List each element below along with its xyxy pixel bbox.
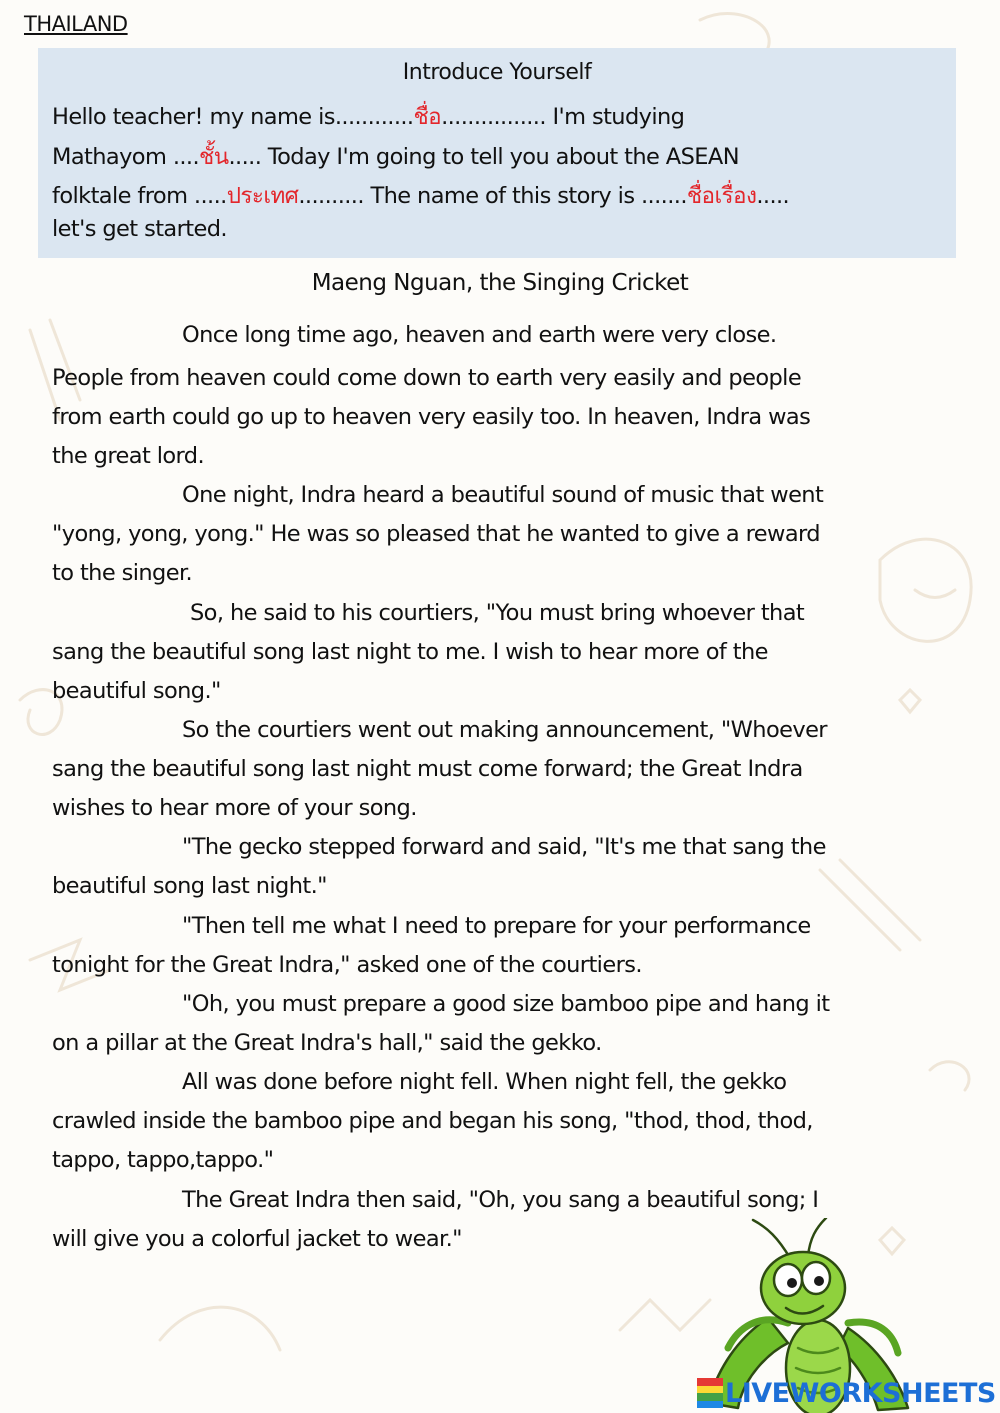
story-line: the great lord.	[52, 443, 205, 469]
story-name-placeholder: ชื่อเรื่อง	[686, 183, 757, 209]
story-line: crawled inside the bamboo pipe and began his song, "thod, thod, thod,	[52, 1108, 813, 1134]
intro-line-3	[52, 177, 789, 213]
story-line: sang the beautiful song last night to me. I wish to hear more of the	[52, 639, 768, 665]
country-placeholder: ประเทศ	[226, 183, 299, 209]
story-line: wishes to hear more of your song.	[52, 795, 417, 821]
story-line: beautiful song."	[52, 678, 221, 704]
story-line: from earth could go up to heaven very easily too. In heaven, Indra was	[52, 404, 811, 430]
intro-text: folktale from .....	[52, 183, 227, 209]
story-line: "Oh, you must prepare a good size bamboo pipe and hang it	[182, 991, 830, 1017]
intro-line-1	[52, 98, 684, 134]
liveworksheets-logo[interactable]	[697, 1376, 996, 1410]
country-label: THAILAND	[24, 12, 128, 36]
story-line: tappo, tappo,tappo."	[52, 1147, 274, 1173]
story-line: "The gecko stepped forward and said, "It's me that sang the	[182, 834, 826, 860]
intro-text: Hello teacher! my name is............	[52, 104, 414, 130]
name-placeholder: ชื่อ	[413, 104, 442, 130]
intro-text: .......... The name of this story is .......	[298, 183, 687, 209]
story-line: Once long time ago, heaven and earth were very close.	[182, 322, 777, 348]
intro-text: Mathayom ....	[52, 144, 200, 170]
story-line: to the singer.	[52, 560, 193, 586]
logo-badge-icon	[697, 1378, 723, 1408]
logo-text: LIVEWORKSHEETS	[725, 1377, 996, 1409]
intro-section	[38, 48, 956, 258]
intro-line-4: let's get started.	[52, 216, 227, 242]
story-line: beautiful song last night."	[52, 873, 327, 899]
story-title: Maeng Nguan, the Singing Cricket	[311, 270, 689, 296]
intro-text: .....	[756, 183, 790, 209]
story-line: will give you a colorful jacket to wear."	[52, 1226, 462, 1252]
story-line: sang the beautiful song last night must come forward; the Great Indra	[52, 756, 803, 782]
story-line: The Great Indra then said, "Oh, you sang a beautiful song; I	[182, 1187, 819, 1213]
story-line: One night, Indra heard a beautiful sound of music that went	[182, 482, 824, 508]
story-line: People from heaven could come down to earth very easily and people	[52, 365, 802, 391]
story-line: on a pillar at the Great Indra's hall," said the gekko.	[52, 1030, 602, 1056]
story-line: All was done before night fell. When night fell, the gekko	[182, 1069, 787, 1095]
intro-text: ..... Today I'm going to tell you about the ASEAN	[228, 144, 739, 170]
story-line: So the courtiers went out making announcement, "Whoever	[182, 717, 827, 743]
intro-text: ................ I'm studying	[441, 104, 685, 130]
grade-placeholder: ชั้น	[199, 144, 229, 170]
intro-title: Introduce Yourself	[402, 60, 592, 85]
story-line: So, he said to his courtiers, "You must bring whoever that	[190, 600, 805, 626]
story-line: "Then tell me what I need to prepare for your performance	[182, 913, 811, 939]
story-line: tonight for the Great Indra," asked one of the courtiers.	[52, 952, 642, 978]
intro-line-2	[52, 138, 739, 174]
story-line: "yong, yong, yong." He was so pleased that he wanted to give a reward	[52, 521, 820, 547]
